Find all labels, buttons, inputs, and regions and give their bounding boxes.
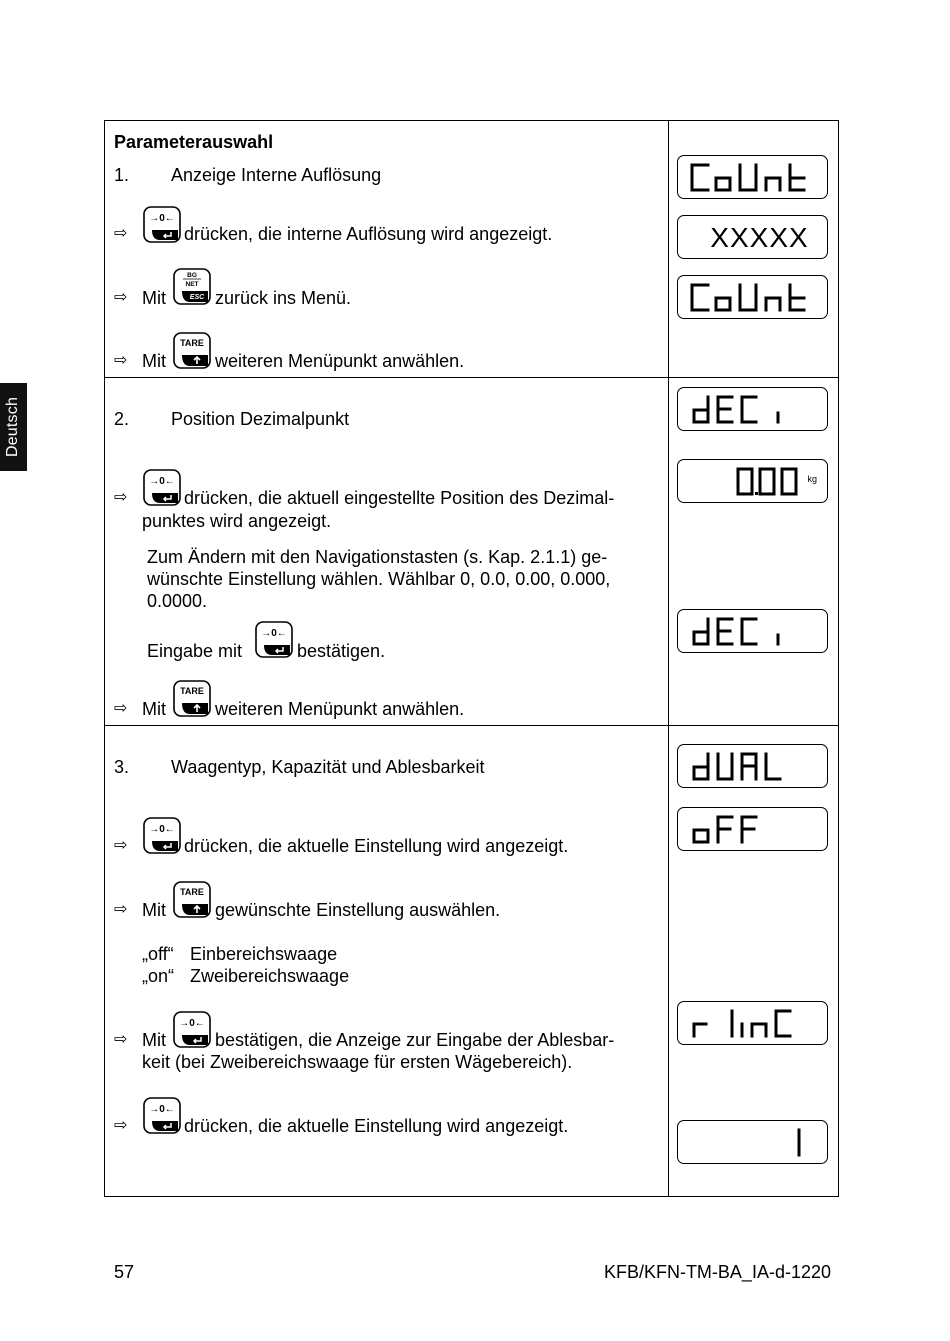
language-tab bbox=[0, 383, 27, 471]
zero-enter-key-icon bbox=[143, 469, 181, 506]
esc-key-icon bbox=[173, 268, 211, 305]
option-on-key: „on“ bbox=[142, 966, 175, 986]
tare-key-icon bbox=[173, 332, 211, 369]
display-count-return-glyphs bbox=[678, 276, 826, 317]
display-one-glyphs bbox=[678, 1121, 826, 1162]
display-off bbox=[677, 807, 828, 851]
arrow-icon: ⇨ bbox=[114, 901, 128, 918]
arrow-icon: ⇨ bbox=[114, 1031, 128, 1048]
item1-number: 1. bbox=[114, 165, 130, 185]
item3-step2-prefix: Mit bbox=[142, 900, 166, 920]
zero-enter-key-icon bbox=[143, 817, 181, 854]
document-id: KFB/KFN-TM-BA_IA-d-1220 bbox=[603, 1262, 831, 1282]
item2-note-line2: wünschte Einstellung wählen. Wählbar 0, 0.0, 0.00, 0.000, bbox=[147, 569, 611, 589]
row-divider-2 bbox=[105, 725, 838, 726]
option-off-key: „off“ bbox=[142, 944, 174, 964]
arrow-icon: ⇨ bbox=[114, 700, 128, 717]
display-deci-confirm bbox=[677, 609, 828, 653]
arrow-icon: ⇨ bbox=[114, 489, 128, 506]
arrow-icon: ⇨ bbox=[114, 837, 128, 854]
tare-key-icon bbox=[173, 680, 211, 717]
item1-step2: zurück ins Menü. bbox=[215, 288, 352, 308]
column-divider bbox=[668, 121, 669, 1196]
display-unit: kg bbox=[807, 474, 817, 484]
arrow-icon: ⇨ bbox=[114, 225, 128, 242]
display-count-glyphs bbox=[678, 156, 826, 197]
item1-step2-prefix: Mit bbox=[142, 288, 166, 308]
display-count bbox=[677, 155, 828, 199]
item2-step3-prefix: Mit bbox=[142, 699, 166, 719]
item2-step3: weiteren Menüpunkt anwählen. bbox=[215, 699, 465, 719]
display-dual bbox=[677, 744, 828, 788]
item3-title: Waagentyp, Kapazität und Ablesbarkeit bbox=[171, 757, 485, 777]
item2-number: 2. bbox=[114, 409, 130, 429]
display-xxxxx bbox=[677, 215, 828, 259]
item3-step2: gewünschte Einstellung auswählen. bbox=[215, 900, 501, 920]
display-xxxxx-text: XXXXX bbox=[710, 222, 809, 253]
display-rinc bbox=[677, 1001, 828, 1045]
display-one bbox=[677, 1120, 828, 1164]
option-on-value: Zweibereichswaage bbox=[190, 966, 350, 986]
item2-confirm-prefix: Eingabe mit bbox=[147, 641, 243, 661]
display-off-glyphs bbox=[678, 808, 826, 849]
item2-step1-line2: punktes wird angezeigt. bbox=[142, 511, 332, 531]
arrow-icon: ⇨ bbox=[114, 1117, 128, 1134]
zero-enter-key-icon bbox=[143, 1097, 181, 1134]
display-deci-confirm-glyphs bbox=[678, 610, 826, 651]
display-decimal-value-glyphs bbox=[678, 460, 826, 501]
display-rinc-glyphs bbox=[678, 1002, 826, 1043]
item3-step3-line2: keit (bei Zweibereichswaage für ersten Wägebereich). bbox=[142, 1052, 573, 1072]
item2-note-line1: Zum Ändern mit den Navigationstasten (s. Kap. 2.1.1) ge- bbox=[147, 547, 608, 567]
item3-step1: drücken, die aktuelle Einstellung wird angezeigt. bbox=[184, 836, 569, 856]
item1-step3: weiteren Menüpunkt anwählen. bbox=[215, 351, 465, 371]
item2-confirm-suffix: bestätigen. bbox=[297, 641, 386, 661]
row-divider-1 bbox=[105, 377, 838, 378]
item3-step3-line1: bestätigen, die Anzeige zur Eingabe der Ablesbar- bbox=[215, 1030, 615, 1050]
item3-step3-prefix: Mit bbox=[142, 1030, 166, 1050]
display-deci bbox=[677, 387, 828, 431]
option-off-value: Einbereichswaage bbox=[190, 944, 338, 964]
arrow-icon: ⇨ bbox=[114, 352, 128, 369]
zero-enter-key-icon bbox=[143, 206, 181, 243]
page-number: 57 bbox=[114, 1262, 135, 1282]
item2-title: Position Dezimalpunkt bbox=[171, 409, 350, 429]
item1-title: Anzeige Interne Auflösung bbox=[171, 165, 382, 185]
display-deci-glyphs bbox=[678, 388, 826, 429]
item2-note-line3: 0.0000. bbox=[147, 591, 208, 611]
section-title: Parameterauswahl bbox=[114, 132, 274, 152]
language-tab-label: Deutsch bbox=[4, 396, 22, 458]
zero-enter-key-icon bbox=[173, 1011, 211, 1048]
display-dual-glyphs bbox=[678, 745, 826, 786]
zero-enter-key-icon bbox=[255, 621, 293, 658]
item3-step4: drücken, die aktuelle Einstellung wird angezeigt. bbox=[184, 1116, 569, 1136]
tare-key-icon bbox=[173, 881, 211, 918]
item1-step3-prefix: Mit bbox=[142, 351, 166, 371]
item2-step1-line1: drücken, die aktuell eingestellte Position des Dezimal- bbox=[184, 488, 615, 508]
item1-step1: drücken, die interne Auflösung wird angezeigt. bbox=[184, 224, 553, 244]
display-decimal-value bbox=[677, 459, 828, 503]
display-count-return bbox=[677, 275, 828, 319]
item3-number: 3. bbox=[114, 757, 130, 777]
arrow-icon: ⇨ bbox=[114, 289, 128, 306]
